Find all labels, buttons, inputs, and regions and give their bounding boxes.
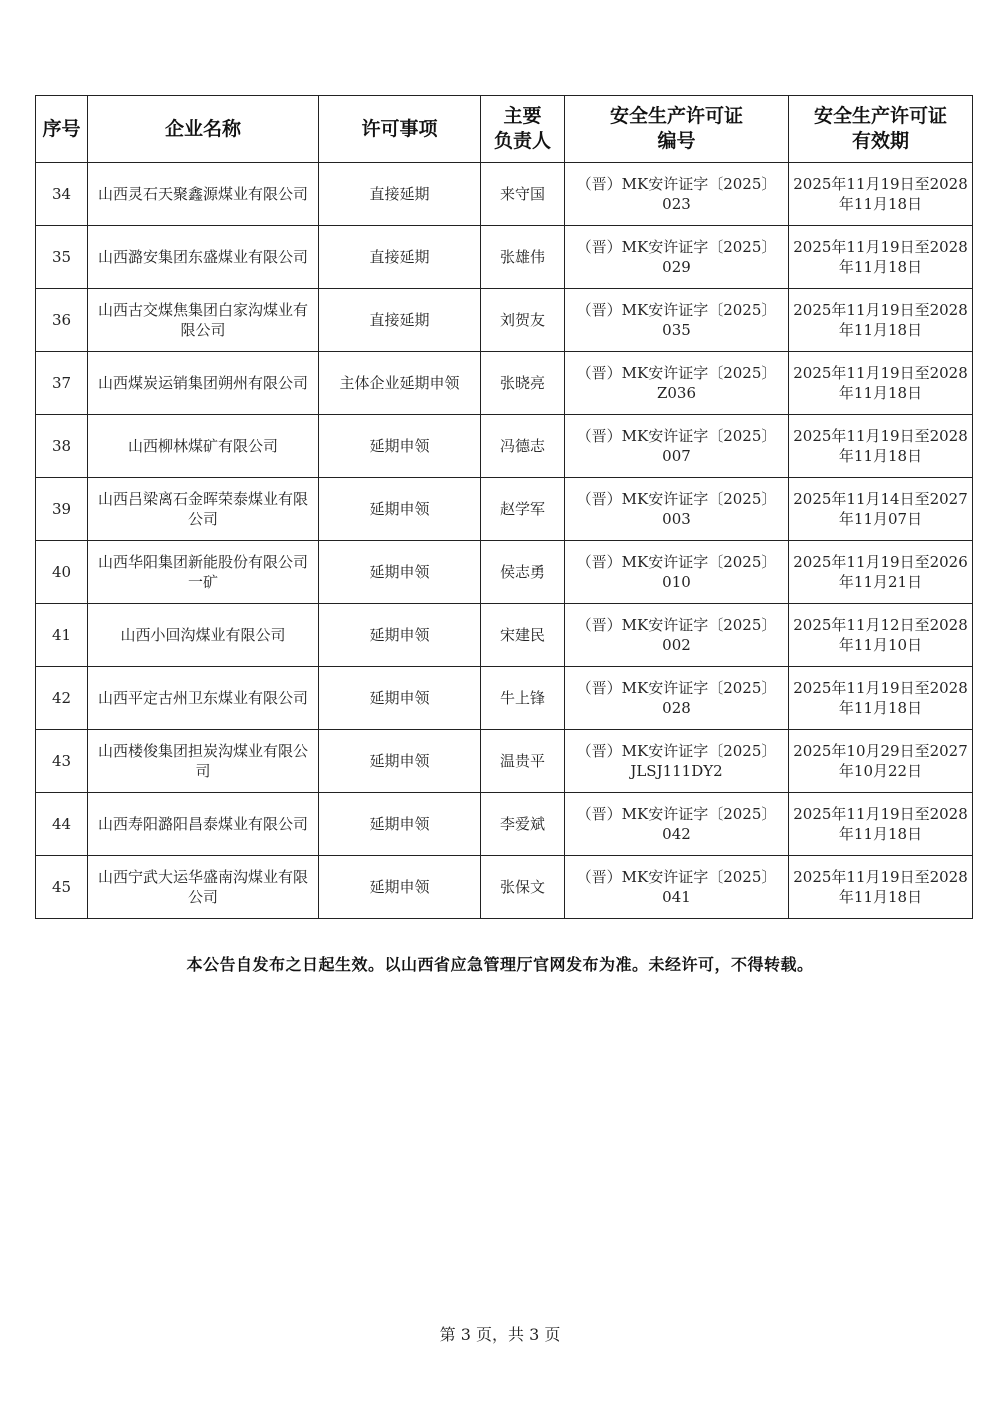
cert-line1: （晋）MK安许证字〔2025〕 (576, 301, 777, 319)
row-company-name: 山西古交煤焦集团白家沟煤业有限公司 (88, 289, 319, 352)
row-permit-item: 延期申领 (319, 541, 481, 604)
row-company-name: 山西宁武大运华盛南沟煤业有限公司 (88, 856, 319, 919)
table-row (36, 289, 973, 352)
table-row (36, 163, 973, 226)
cert-line1: （晋）MK安许证字〔2025〕 (576, 553, 777, 571)
cert-line1: （晋）MK安许证字〔2025〕 (576, 805, 777, 823)
cert-line2: 010 (662, 573, 691, 591)
validity-line1: 2025年11月19日至2028 (793, 679, 968, 697)
validity-line2: 年11月21日 (838, 573, 923, 591)
cert-line1: （晋）MK安许证字〔2025〕 (576, 427, 777, 445)
table-row (36, 856, 973, 919)
cert-line2: 007 (662, 447, 691, 465)
row-cert-number (565, 163, 789, 226)
cert-line1: （晋）MK安许证字〔2025〕 (576, 175, 777, 193)
cert-line2: 029 (662, 258, 691, 276)
row-validity (789, 478, 973, 541)
row-person: 来守国 (481, 163, 565, 226)
cert-line2: 028 (662, 699, 691, 717)
row-no: 38 (36, 415, 88, 478)
row-no: 41 (36, 604, 88, 667)
row-company-name: 山西平定古州卫东煤业有限公司 (88, 667, 319, 730)
row-validity (789, 163, 973, 226)
row-company-name: 山西潞安集团东盛煤业有限公司 (88, 226, 319, 289)
cert-line2: 035 (662, 321, 691, 339)
row-company-name: 山西柳林煤矿有限公司 (88, 415, 319, 478)
row-person: 赵学军 (481, 478, 565, 541)
row-no: 35 (36, 226, 88, 289)
row-permit-item: 直接延期 (319, 163, 481, 226)
validity-line2: 年11月18日 (838, 447, 923, 465)
cert-line1: （晋）MK安许证字〔2025〕 (576, 364, 777, 382)
row-person: 张保文 (481, 856, 565, 919)
cert-line1: （晋）MK安许证字〔2025〕 (576, 868, 777, 886)
row-no: 42 (36, 667, 88, 730)
page-number-footer: 第 3 页，共 3 页 (439, 1325, 561, 1344)
row-validity (789, 604, 973, 667)
validity-line1: 2025年11月14日至2027 (793, 490, 968, 508)
row-person: 张晓亮 (481, 352, 565, 415)
cert-line2: 042 (662, 825, 691, 843)
row-permit-item: 延期申领 (319, 415, 481, 478)
row-cert-number (565, 289, 789, 352)
cert-line2: JLSJ111DY2 (630, 762, 723, 780)
row-cert-number (565, 793, 789, 856)
row-permit-item: 延期申领 (319, 856, 481, 919)
table-row (36, 226, 973, 289)
cert-line2: 002 (662, 636, 691, 654)
row-cert-number (565, 604, 789, 667)
row-validity (789, 289, 973, 352)
validity-line1: 2025年11月19日至2028 (793, 868, 968, 886)
row-permit-item: 直接延期 (319, 289, 481, 352)
header-cert-line2: 编号 (657, 130, 696, 152)
table-row (36, 415, 973, 478)
row-company-name: 山西吕梁离石金晖荣泰煤业有限公司 (88, 478, 319, 541)
cert-line2: 023 (662, 195, 691, 213)
header-validity (789, 96, 973, 163)
row-company-name: 山西华阳集团新能股份有限公司一矿 (88, 541, 319, 604)
cert-line1: （晋）MK安许证字〔2025〕 (576, 679, 777, 697)
license-table (35, 95, 973, 919)
cert-line2: 041 (662, 888, 691, 906)
table-row (36, 667, 973, 730)
row-no: 44 (36, 793, 88, 856)
row-person: 冯德志 (481, 415, 565, 478)
row-no: 40 (36, 541, 88, 604)
cert-line1: （晋）MK安许证字〔2025〕 (576, 616, 777, 634)
cert-line1: （晋）MK安许证字〔2025〕 (576, 742, 777, 760)
row-permit-item: 延期申领 (319, 604, 481, 667)
row-permit-item: 直接延期 (319, 226, 481, 289)
row-validity (789, 856, 973, 919)
header-person (481, 96, 565, 163)
header-validity-line2: 有效期 (851, 130, 909, 152)
header-item: 许可事项 (319, 96, 481, 163)
row-cert-number (565, 730, 789, 793)
row-validity (789, 415, 973, 478)
row-person: 侯志勇 (481, 541, 565, 604)
table-row (36, 478, 973, 541)
row-cert-number (565, 667, 789, 730)
table-row (36, 541, 973, 604)
row-cert-number (565, 226, 789, 289)
cert-line2: Z036 (656, 384, 697, 402)
effective-notice: 本公告自发布之日起生效。以山西省应急管理厅官网发布为准。未经许可，不得转载。 (186, 955, 814, 974)
header-no: 序号 (36, 96, 88, 163)
row-no: 43 (36, 730, 88, 793)
cert-line2: 003 (662, 510, 691, 528)
row-person: 温贵平 (481, 730, 565, 793)
validity-line1: 2025年11月12日至2028 (793, 616, 968, 634)
validity-line2: 年11月18日 (838, 321, 923, 339)
validity-line2: 年11月18日 (838, 699, 923, 717)
validity-line2: 年11月18日 (838, 888, 923, 906)
row-cert-number (565, 478, 789, 541)
validity-line2: 年10月22日 (838, 762, 923, 780)
header-person-line1: 主要 (503, 105, 542, 127)
row-person: 宋建民 (481, 604, 565, 667)
table-row (36, 793, 973, 856)
validity-line1: 2025年10月29日至2027 (793, 742, 968, 760)
row-cert-number (565, 352, 789, 415)
table-row (36, 604, 973, 667)
row-person: 刘贺友 (481, 289, 565, 352)
validity-line1: 2025年11月19日至2028 (793, 175, 968, 193)
validity-line2: 年11月07日 (838, 510, 923, 528)
header-cert-line1: 安全生产许可证 (609, 105, 743, 127)
row-permit-item: 主体企业延期申领 (319, 352, 481, 415)
validity-line1: 2025年11月19日至2028 (793, 427, 968, 445)
row-no: 45 (36, 856, 88, 919)
row-cert-number (565, 541, 789, 604)
row-person: 牛上锋 (481, 667, 565, 730)
row-company-name: 山西煤炭运销集团朔州有限公司 (88, 352, 319, 415)
table-header-row (36, 96, 973, 163)
validity-line1: 2025年11月19日至2026 (793, 553, 968, 571)
validity-line2: 年11月18日 (838, 384, 923, 402)
row-validity (789, 793, 973, 856)
validity-line1: 2025年11月19日至2028 (793, 301, 968, 319)
row-company-name: 山西楼俊集团担炭沟煤业有限公司 (88, 730, 319, 793)
header-validity-line1: 安全生产许可证 (813, 105, 947, 127)
row-permit-item: 延期申领 (319, 730, 481, 793)
row-person: 李爱斌 (481, 793, 565, 856)
table-row (36, 352, 973, 415)
table-row (36, 730, 973, 793)
cert-line1: （晋）MK安许证字〔2025〕 (576, 238, 777, 256)
validity-line2: 年11月18日 (838, 195, 923, 213)
row-no: 37 (36, 352, 88, 415)
row-permit-item: 延期申领 (319, 478, 481, 541)
header-person-line2: 负责人 (493, 130, 551, 152)
cert-line1: （晋）MK安许证字〔2025〕 (576, 490, 777, 508)
row-company-name: 山西小回沟煤业有限公司 (88, 604, 319, 667)
row-validity (789, 667, 973, 730)
row-validity (789, 226, 973, 289)
row-cert-number (565, 415, 789, 478)
row-validity (789, 730, 973, 793)
row-no: 39 (36, 478, 88, 541)
row-cert-number (565, 856, 789, 919)
validity-line2: 年11月18日 (838, 258, 923, 276)
header-name: 企业名称 (88, 96, 319, 163)
row-validity (789, 541, 973, 604)
validity-line2: 年11月18日 (838, 825, 923, 843)
header-cert (565, 96, 789, 163)
validity-line2: 年11月10日 (838, 636, 923, 654)
validity-line1: 2025年11月19日至2028 (793, 238, 968, 256)
row-validity (789, 352, 973, 415)
row-person: 张雄伟 (481, 226, 565, 289)
row-permit-item: 延期申领 (319, 667, 481, 730)
row-permit-item: 延期申领 (319, 793, 481, 856)
validity-line1: 2025年11月19日至2028 (793, 364, 968, 382)
validity-line1: 2025年11月19日至2028 (793, 805, 968, 823)
row-no: 34 (36, 163, 88, 226)
row-company-name: 山西灵石天聚鑫源煤业有限公司 (88, 163, 319, 226)
row-company-name: 山西寿阳潞阳昌泰煤业有限公司 (88, 793, 319, 856)
row-no: 36 (36, 289, 88, 352)
